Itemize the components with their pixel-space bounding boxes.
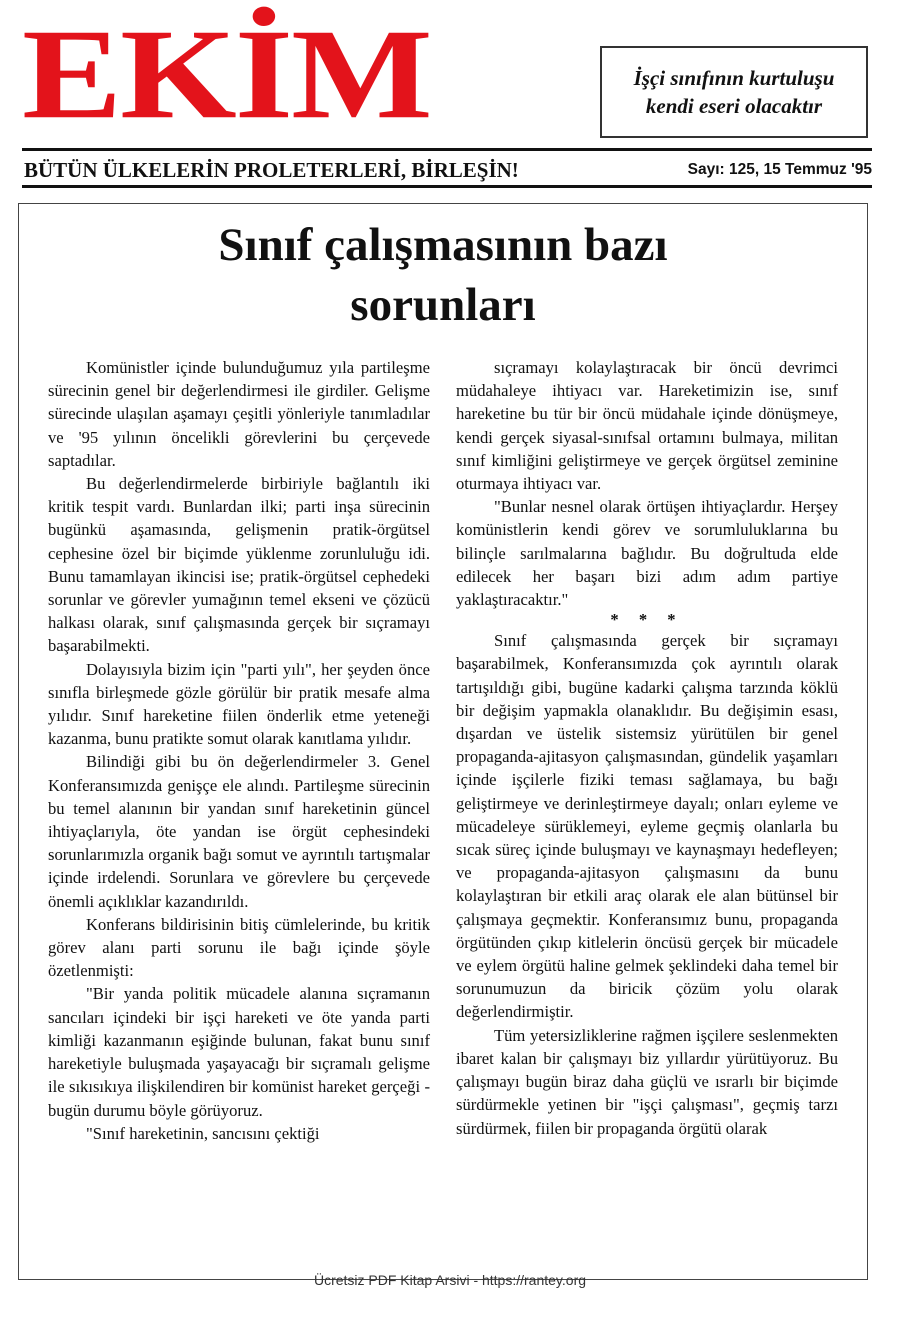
masthead-logo: EKİM <box>22 2 431 146</box>
slogan-bar <box>22 148 872 188</box>
footer-watermark: Ücretsiz PDF Kitap Arsivi - https://rantey.org <box>313 1272 587 1288</box>
slogan-text: BÜTÜN ÜLKELERİN PROLETERLERİ, BİRLEŞİN! <box>24 158 519 182</box>
paragraph: sıçramayı kolaylaştıracak bir öncü devrimci müdahaleye ihtiyacı var. Hareketimizin ise, sınıf hareketine bu tür bir öncü müdahale içinde dönüşmeye, kendi gerçek siyasal-sınıfsal ortamını bulmaya, militan sınıf kimliğini geliştirmeye ve gerçek örgütsel zeminine oturmaya ihtiyacı var. <box>456 358 838 494</box>
paragraph: Komünistler içinde bulunduğumuz yıla partileşme sürecinin genel bir değerlendirmesi ile girdiler. Gelişme sürecinde ulaşılan aşamayı çeşitli yönleriyle tanımladılar ve '95 yılının öncelikli görevlerini bu çerçevede saptadılar. <box>48 358 430 470</box>
paragraph: Sınıf çalışmasında gerçek bir sıçramayı başarabilmek, Konferansımızda çok ayrıntılı olarak tartışıldığı gibi, bugüne kadarki çalışma tarzında köklü bir değişim yapmakla olanaklıdır. Bu değişimin esası, dışardan ve üstelik sistemsiz yürütülen bir genel propaganda-ajitasyon çalışmasından, gündelik yaşamları içinde işçilerle fiziki teması sağlamaya, bu bağı geliştirmeye ve derinleştirmeye dayalı; onları eyleme ve mücadeleye sürüklemeyi, eyleme geçmiş olanlarla bu sıcak süreç içinde buluşmayı ve kaynaşmayı hedefleyen; ve propaganda-ajitasyon çalışmasını da bunu kolaylaştıran bir etkili araç olarak ele alan bütünsel bir çalışmaya geçmektir. Konferansımız bunu, propaganda örgütünden çıkıp kitlelerin öncüsü gerçek bir mücadele ve eylem örgütü haline gelmek şeklindeki daha temel bir sorunumuzun da biricik çözüm yolu olarak değerlendirmiştir. <box>456 631 838 1022</box>
title-line-1: Sınıf çalışmasının bazı <box>218 219 668 271</box>
motto-line-1: İşçi sınıfının kurtuluşu <box>633 66 835 90</box>
paragraph: "Sınıf hareketinin, sancısını çektiği <box>86 1123 320 1143</box>
paragraph: Dolayısıyla bizim için "parti yılı", her şeyden önce sınıfla birleşmede gözle görülür bir pratik mesafe alma yılıdır. Sınıf hareketine fiilen önderlik etme yeteneği kazanma, bunu pratikte somut olarak kanıtlama yılıdır. <box>48 659 430 749</box>
paragraph: "Bir yanda politik mücadele alanına sıçramanın sancıları içindeki bir işçi hareketi ve öte yanda parti kimliği kazanmanın eşiğinde bulunan, fakat bunu sınıf hareketiyle buluşmada yaşayacağı bir sıçramalı gelişme ile sıkısıkıya ilişkilendiren bir komünist hareket gerçeği -bugün durumu böyle görüyoruz. <box>48 984 430 1120</box>
paragraph: Konferans bildirisinin bitiş cümlelerinde, bu kritik görev alanı parti sorunu ile bağı içinde şöyle özetlenmişti: <box>48 914 430 981</box>
paragraph: Bilindiği gibi bu ön değerlendirmeler 3. Genel Konferansımızda genişçe ele alındı. Partileşme sürecinin bu temel alanının bir yandan sınıf hareketinin güncel ihtiyaçlarıyla, öte yandan ise örgüt cephesindeki sorunlarımızla organik bağı somut ve ayrıntılı tartışmalar içinde irdelendi. Sorunlara ve görevlere bu çerçevede önemli açıklıklar kazandırıldı. <box>48 752 430 911</box>
right-column <box>456 356 838 1140</box>
left-column <box>48 356 430 1145</box>
article-title <box>18 215 868 335</box>
paragraph: Bu değerlendirmelerde birbiriyle bağlantılı iki kritik tespit vardı. Bunlardan ilki; parti inşa sürecinin bugünkü aşamasında, gelişmenin pratik-örgütsel cephesine özel bir biçimde yüklenme zorunluluğu idi. Bunu tamamlayan ikincisi ise; pratik-örgütsel cephedeki sorunlar ve görevler yumağının temel ekseni ve çözücü halkası olarak, sınıf çalışmasında gerçek bir sıçramayı başarabilmekti. <box>48 474 430 656</box>
motto-box <box>600 46 868 138</box>
paragraph: Tüm yetersizliklerine rağmen işçilere seslenmekten ibaret kalan bir çalışmayı biz yıllardır yürütüyoruz. Bu çalışmayı bugün biraz daha güçlü ve ısrarlı bir biçimde sürdürmekle yetinen bir "işçi çalışması", geçmiş tarzı sürdürmek, fiilen bir propaganda örgütü olarak <box>456 1025 838 1138</box>
issue-info: Sayı: 125, 15 Temmuz '95 <box>687 161 872 178</box>
title-line-2: sorunları <box>350 279 536 331</box>
motto-line-2: kendi eseri olacaktır <box>645 94 823 118</box>
section-separator: * * * <box>610 610 684 630</box>
paragraph: "Bunlar nesnel olarak örtüşen ihtiyaçlardır. Herşey komünistlerin kendi görev ve sorumluluklarına bu bilinçle sarılmalarına bağlıdır. Bu doğrultuda elde edilecek her başarı bizi adım adım partiye yaklaştıracaktır." <box>456 497 838 610</box>
